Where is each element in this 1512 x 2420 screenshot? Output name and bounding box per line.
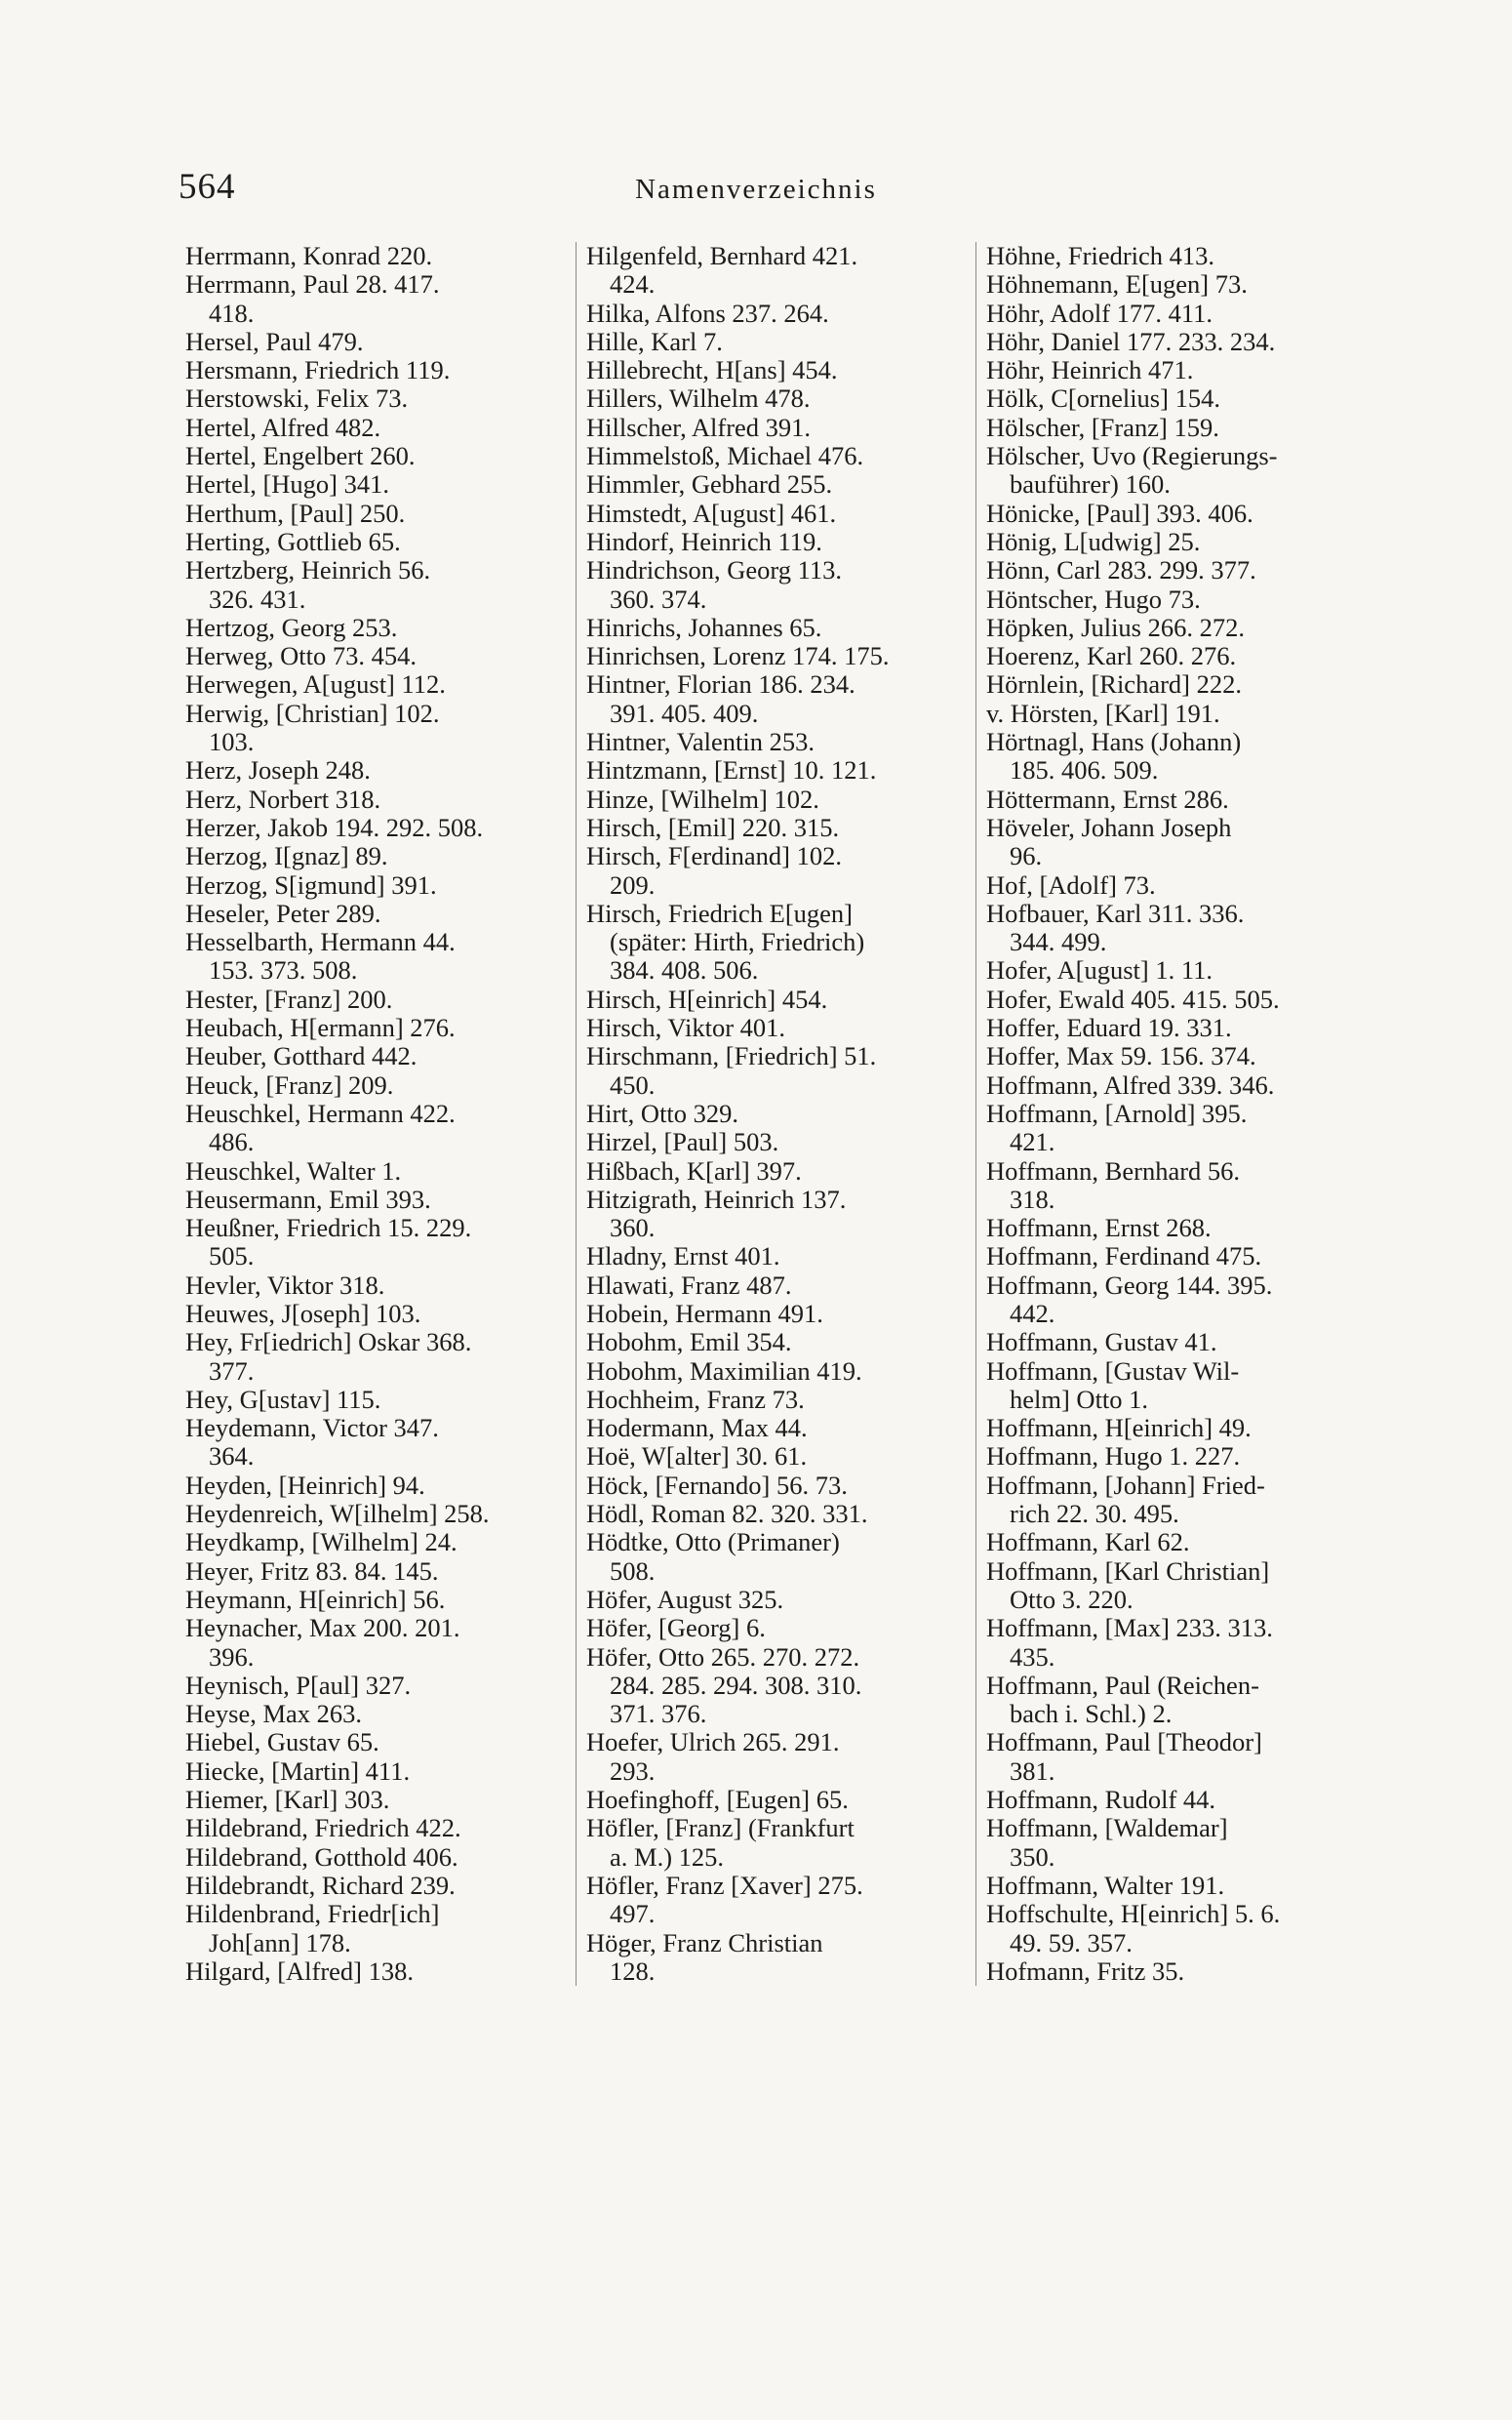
index-entry: Hildebrand, Gotthold 406. — [185, 1841, 458, 1872]
index-entry: Hinze, [Wilhelm] 102. — [586, 784, 819, 814]
index-entry: Hoffmann, Hugo 1. 227. — [986, 1441, 1241, 1472]
index-entry: Hersel, Paul 479. — [185, 326, 364, 356]
index-entry: Hildebrandt, Richard 239. — [185, 1870, 456, 1900]
index-entry: Hönn, Carl 283. 299. 377. — [986, 555, 1256, 585]
index-entry: Höger, Franz Christian 128. — [586, 1927, 823, 1986]
index-entry: Himstedt, A[ugust] 461. — [586, 498, 837, 528]
index-entry: Himmelstoß, Michael 476. — [586, 441, 864, 471]
index-entry: Hildebrand, Friedrich 422. — [185, 1813, 461, 1843]
index-entry: Herting, Gottlieb 65. — [185, 526, 401, 556]
index-entry: Herwig, [Christian] 102. 103. — [185, 698, 440, 757]
index-entry: Höntscher, Hugo 73. — [986, 584, 1201, 614]
index-entry: Hirsch, F[erdinand] 102. 209. — [586, 841, 842, 900]
index-entry: Hoffmann, Bernhard 56. 318. — [986, 1155, 1241, 1214]
index-entry: Hölscher, Uvo (Regierungs- bauführer) 160. — [986, 441, 1278, 500]
index-entry: v. Hörsten, [Karl] 191. — [986, 698, 1220, 728]
index-entry: Hoffmann, Rudolf 44. — [986, 1785, 1216, 1815]
index-entry: Hille, Karl 7. — [586, 326, 723, 356]
index-entry: Hobohm, Emil 354. — [586, 1327, 792, 1357]
index-entry: Heydkamp, [Wilhelm] 24. — [185, 1527, 458, 1557]
index-entry: Hoffschulte, H[einrich] 5. 6. 49. 59. 357. — [986, 1899, 1281, 1957]
index-entry: Höhnemann, E[ugen] 73. — [986, 269, 1248, 300]
index-entry: Hof, [Adolf] 73. — [986, 869, 1156, 900]
index-entry: Hoffmann, [Gustav Wil- helm] Otto 1. — [986, 1355, 1240, 1414]
index-entry: Hesselbarth, Hermann 44. 153. 373. 508. — [185, 927, 456, 986]
index-entry: Heuwes, J[oseph] 103. — [185, 1298, 421, 1328]
index-entry: Hillers, Wilhelm 478. — [586, 383, 811, 414]
index-entry: Herrmann, Konrad 220. — [185, 241, 433, 270]
index-entry: Hirschmann, [Friedrich] 51. 450. — [586, 1041, 877, 1100]
index-entry: Herweg, Otto 73. 454. — [185, 641, 417, 671]
index-column-3 — [975, 242, 1376, 1986]
index-entry: Höhr, Adolf 177. 411. — [986, 298, 1214, 328]
index-entry: Heusermann, Emil 393. — [185, 1184, 431, 1214]
index-column-1 — [185, 242, 561, 1986]
index-entry: Hofer, A[ugust] 1. 11. — [986, 955, 1214, 986]
index-entry: Hlawati, Franz 487. — [586, 1270, 792, 1300]
index-entry: Hevler, Viktor 318. — [185, 1270, 385, 1300]
index-entry: Hoffmann, Paul (Reichen- bach i. Schl.) 2. — [986, 1670, 1259, 1729]
index-entry: Hoffmann, Ernst 268. — [986, 1213, 1212, 1243]
index-entry: Himmler, Gebhard 255. — [586, 469, 833, 500]
index-entry: Hintner, Florian 186. 234. 391. 405. 409. — [586, 669, 855, 728]
index-entry: Hintner, Valentin 253. — [586, 727, 815, 757]
index-entry: Hey, Fr[iedrich] Oskar 368. 377. — [185, 1327, 472, 1386]
index-entry: Hoerenz, Karl 260. 276. — [986, 641, 1237, 671]
index-entry: Hillebrecht, H[ans] 454. — [586, 355, 838, 385]
index-entry: Hertel, [Hugo] 341. — [185, 469, 389, 500]
index-entry: Hörtnagl, Hans (Johann) 185. 406. 509. — [986, 727, 1242, 786]
index-entry: Höhne, Friedrich 413. — [986, 241, 1215, 270]
index-entry: Höveler, Johann Joseph 96. — [986, 812, 1232, 871]
index-entry: Herwegen, A[ugust] 112. — [185, 669, 446, 700]
index-entry: Höpken, Julius 266. 272. — [986, 612, 1245, 642]
index-entry: Hilgenfeld, Bernhard 421. 424. — [586, 241, 858, 300]
index-entry: Hoffmann, [Max] 233. 313. 435. — [986, 1613, 1273, 1672]
index-entry: Hönicke, [Paul] 393. 406. — [986, 498, 1253, 528]
index-entry: Hitzigrath, Heinrich 137. 360. — [586, 1184, 847, 1243]
index-entry: Hertzberg, Heinrich 56. 326. 431. — [185, 555, 431, 614]
index-entry: Hirsch, [Emil] 220. 315. — [586, 812, 840, 842]
index-entry: Hißbach, K[arl] 397. — [586, 1155, 802, 1186]
index-entry: Heyse, Max 263. — [185, 1699, 363, 1729]
index-entry: Heuck, [Franz] 209. — [185, 1069, 394, 1100]
index-entry: Hertzog, Georg 253. — [185, 612, 398, 642]
index-entry: Hintzmann, [Ernst] 10. 121. — [586, 755, 877, 786]
index-entry: Hobohm, Maximilian 419. — [586, 1355, 862, 1386]
index-entry: Herzer, Jakob 194. 292. 508. — [185, 812, 484, 842]
index-entry: Hilka, Alfons 237. 264. — [586, 298, 829, 328]
index-entry: Hoffer, Eduard 19. 331. — [986, 1013, 1232, 1043]
index-entry: Höfer, Otto 265. 270. 272. 284. 285. 294. 308. 310. 371. 376. — [586, 1641, 862, 1729]
index-entry: Hoffmann, Ferdinand 475. — [986, 1241, 1262, 1271]
index-entry: Hölscher, [Franz] 159. — [986, 412, 1219, 442]
index-entry: Hoffmann, [Johann] Fried- rich 22. 30. 495. — [986, 1470, 1265, 1529]
index-entry: Heyer, Fritz 83. 84. 145. — [185, 1555, 439, 1586]
index-entry: Hoefer, Ulrich 265. 291. 293. — [586, 1727, 840, 1786]
index-entry: Herzog, I[gnaz] 89. — [185, 841, 388, 871]
index-entry: Hoffmann, [Waldemar] 350. — [986, 1813, 1228, 1872]
index-column-2 — [576, 242, 972, 1986]
index-entry: Höfer, [Georg] 6. — [586, 1613, 766, 1643]
index-entry: Hertel, Alfred 482. — [185, 412, 381, 442]
index-entry: Heynisch, P[aul] 327. — [185, 1670, 412, 1700]
index-entry: Heymann, H[einrich] 56. — [185, 1584, 446, 1614]
running-head: Namenverzeichnis — [635, 174, 877, 205]
index-entry: Hoffmann, Karl 62. — [986, 1527, 1190, 1557]
index-entry: Hirsch, Friedrich E[ugen] (später: Hirth, Friedrich) 384. 408. 506. — [586, 898, 865, 986]
index-entry: Heydenreich, W[ilhelm] 258. — [185, 1499, 490, 1529]
index-entry: Hoffmann, Alfred 339. 346. — [986, 1069, 1275, 1100]
index-entry: Hodermann, Max 44. — [586, 1413, 808, 1443]
index-entry: Hödtke, Otto (Primaner) 508. — [586, 1527, 840, 1586]
index-entry: Heubach, H[ermann] 276. — [185, 1013, 456, 1043]
index-entry: Höttermann, Ernst 286. — [986, 784, 1229, 814]
index-entry: Höhr, Daniel 177. 233. 234. — [986, 326, 1276, 356]
index-entry: Hirsch, Viktor 401. — [586, 1013, 786, 1043]
index-entry: Hillscher, Alfred 391. — [586, 412, 812, 442]
index-entry: Hoffmann, [Arnold] 395. 421. — [986, 1098, 1248, 1157]
page-number: 564 — [179, 167, 236, 207]
index-entry: Hiemer, [Karl] 303. — [185, 1785, 390, 1815]
index-entry: Hindrichson, Georg 113. 360. 374. — [586, 555, 843, 614]
index-entry: Hofer, Ewald 405. 415. 505. — [986, 984, 1280, 1014]
index-entry: Hildenbrand, Friedr[ich] Joh[ann] 178. — [185, 1899, 440, 1957]
index-entry: Hinrichs, Johannes 65. — [586, 612, 822, 642]
index-entry: Herz, Norbert 318. — [185, 784, 381, 814]
index-entry: Hinrichsen, Lorenz 174. 175. — [586, 641, 890, 671]
index-entry: Hobein, Hermann 491. — [586, 1298, 823, 1328]
index-entry: Herrmann, Paul 28. 417. 418. — [185, 269, 440, 328]
index-entry: Hirt, Otto 329. — [586, 1098, 739, 1128]
index-entry: Herz, Joseph 248. — [185, 755, 371, 786]
index-entry: Heydemann, Victor 347. 364. — [185, 1413, 439, 1472]
index-entry: Höck, [Fernando] 56. 73. — [586, 1470, 848, 1500]
index-entry: Herthum, [Paul] 250. — [185, 498, 406, 528]
index-entry: Herstowski, Felix 73. — [185, 383, 409, 414]
index-entry: Heuschkel, Walter 1. — [185, 1155, 402, 1186]
index-entry: Hofmann, Fritz 35. — [986, 1956, 1185, 1986]
index-entry: Hoefinghoff, [Eugen] 65. — [586, 1785, 849, 1815]
index-entry: Hilgard, [Alfred] 138. — [185, 1956, 415, 1986]
index-entry: Hofbauer, Karl 311. 336. 344. 499. — [986, 898, 1245, 957]
index-entry: Hoffmann, Paul [Theodor] 381. — [986, 1727, 1262, 1786]
index-entry: Höfler, Franz [Xaver] 275. 497. — [586, 1870, 863, 1929]
index-entry: Hoffmann, [Karl Christian] Otto 3. 220. — [986, 1555, 1270, 1614]
index-entry: Hörnlein, [Richard] 222. — [986, 669, 1242, 700]
index-entry: Heuber, Gotthard 442. — [185, 1041, 418, 1071]
index-entry: Höfer, August 325. — [586, 1584, 784, 1614]
index-entry: Hirsch, H[einrich] 454. — [586, 984, 828, 1014]
index-entry: Hoffer, Max 59. 156. 374. — [986, 1041, 1256, 1071]
index-entry: Hertel, Engelbert 260. — [185, 441, 416, 471]
index-entry: Höfler, [Franz] (Frankfurt a. M.) 125. — [586, 1813, 855, 1872]
index-entry: Hladny, Ernst 401. — [586, 1241, 780, 1271]
index-entry: Hoffmann, H[einrich] 49. — [986, 1413, 1252, 1443]
index-entry: Hoë, W[alter] 30. 61. — [586, 1441, 808, 1472]
index-entry: Hersmann, Friedrich 119. — [185, 355, 451, 385]
index-entry: Hindorf, Heinrich 119. — [586, 526, 822, 556]
index-entry: Hoffmann, Gustav 41. — [986, 1327, 1217, 1357]
index-entry: Heyden, [Heinrich] 94. — [185, 1470, 425, 1500]
index-entry: Heußner, Friedrich 15. 229. 505. — [185, 1213, 472, 1271]
index-entry: Hoffmann, Walter 191. — [986, 1870, 1225, 1900]
index-entry: Hoffmann, Georg 144. 395. 442. — [986, 1270, 1273, 1328]
index-entry: Hödl, Roman 82. 320. 331. — [586, 1499, 868, 1529]
index-entry: Hiebel, Gustav 65. — [185, 1727, 379, 1757]
index-entry: Hey, G[ustav] 115. — [185, 1384, 381, 1414]
index-entry: Herzog, S[igmund] 391. — [185, 869, 437, 900]
index-entry: Hirzel, [Paul] 503. — [586, 1127, 779, 1157]
index-entry: Heynacher, Max 200. 201. 396. — [185, 1613, 460, 1672]
index-entry: Höhr, Heinrich 471. — [986, 355, 1194, 385]
index-entry: Heuschkel, Hermann 422. 486. — [185, 1098, 456, 1157]
index-entry: Hester, [Franz] 200. — [185, 984, 393, 1014]
index-entry: Heseler, Peter 289. — [185, 898, 381, 928]
index-entry: Hiecke, [Martin] 411. — [185, 1755, 411, 1786]
index-entry: Hönig, L[udwig] 25. — [986, 526, 1201, 556]
index-entry: Hölk, C[ornelius] 154. — [986, 383, 1220, 414]
index-entry: Hochheim, Franz 73. — [586, 1384, 805, 1414]
